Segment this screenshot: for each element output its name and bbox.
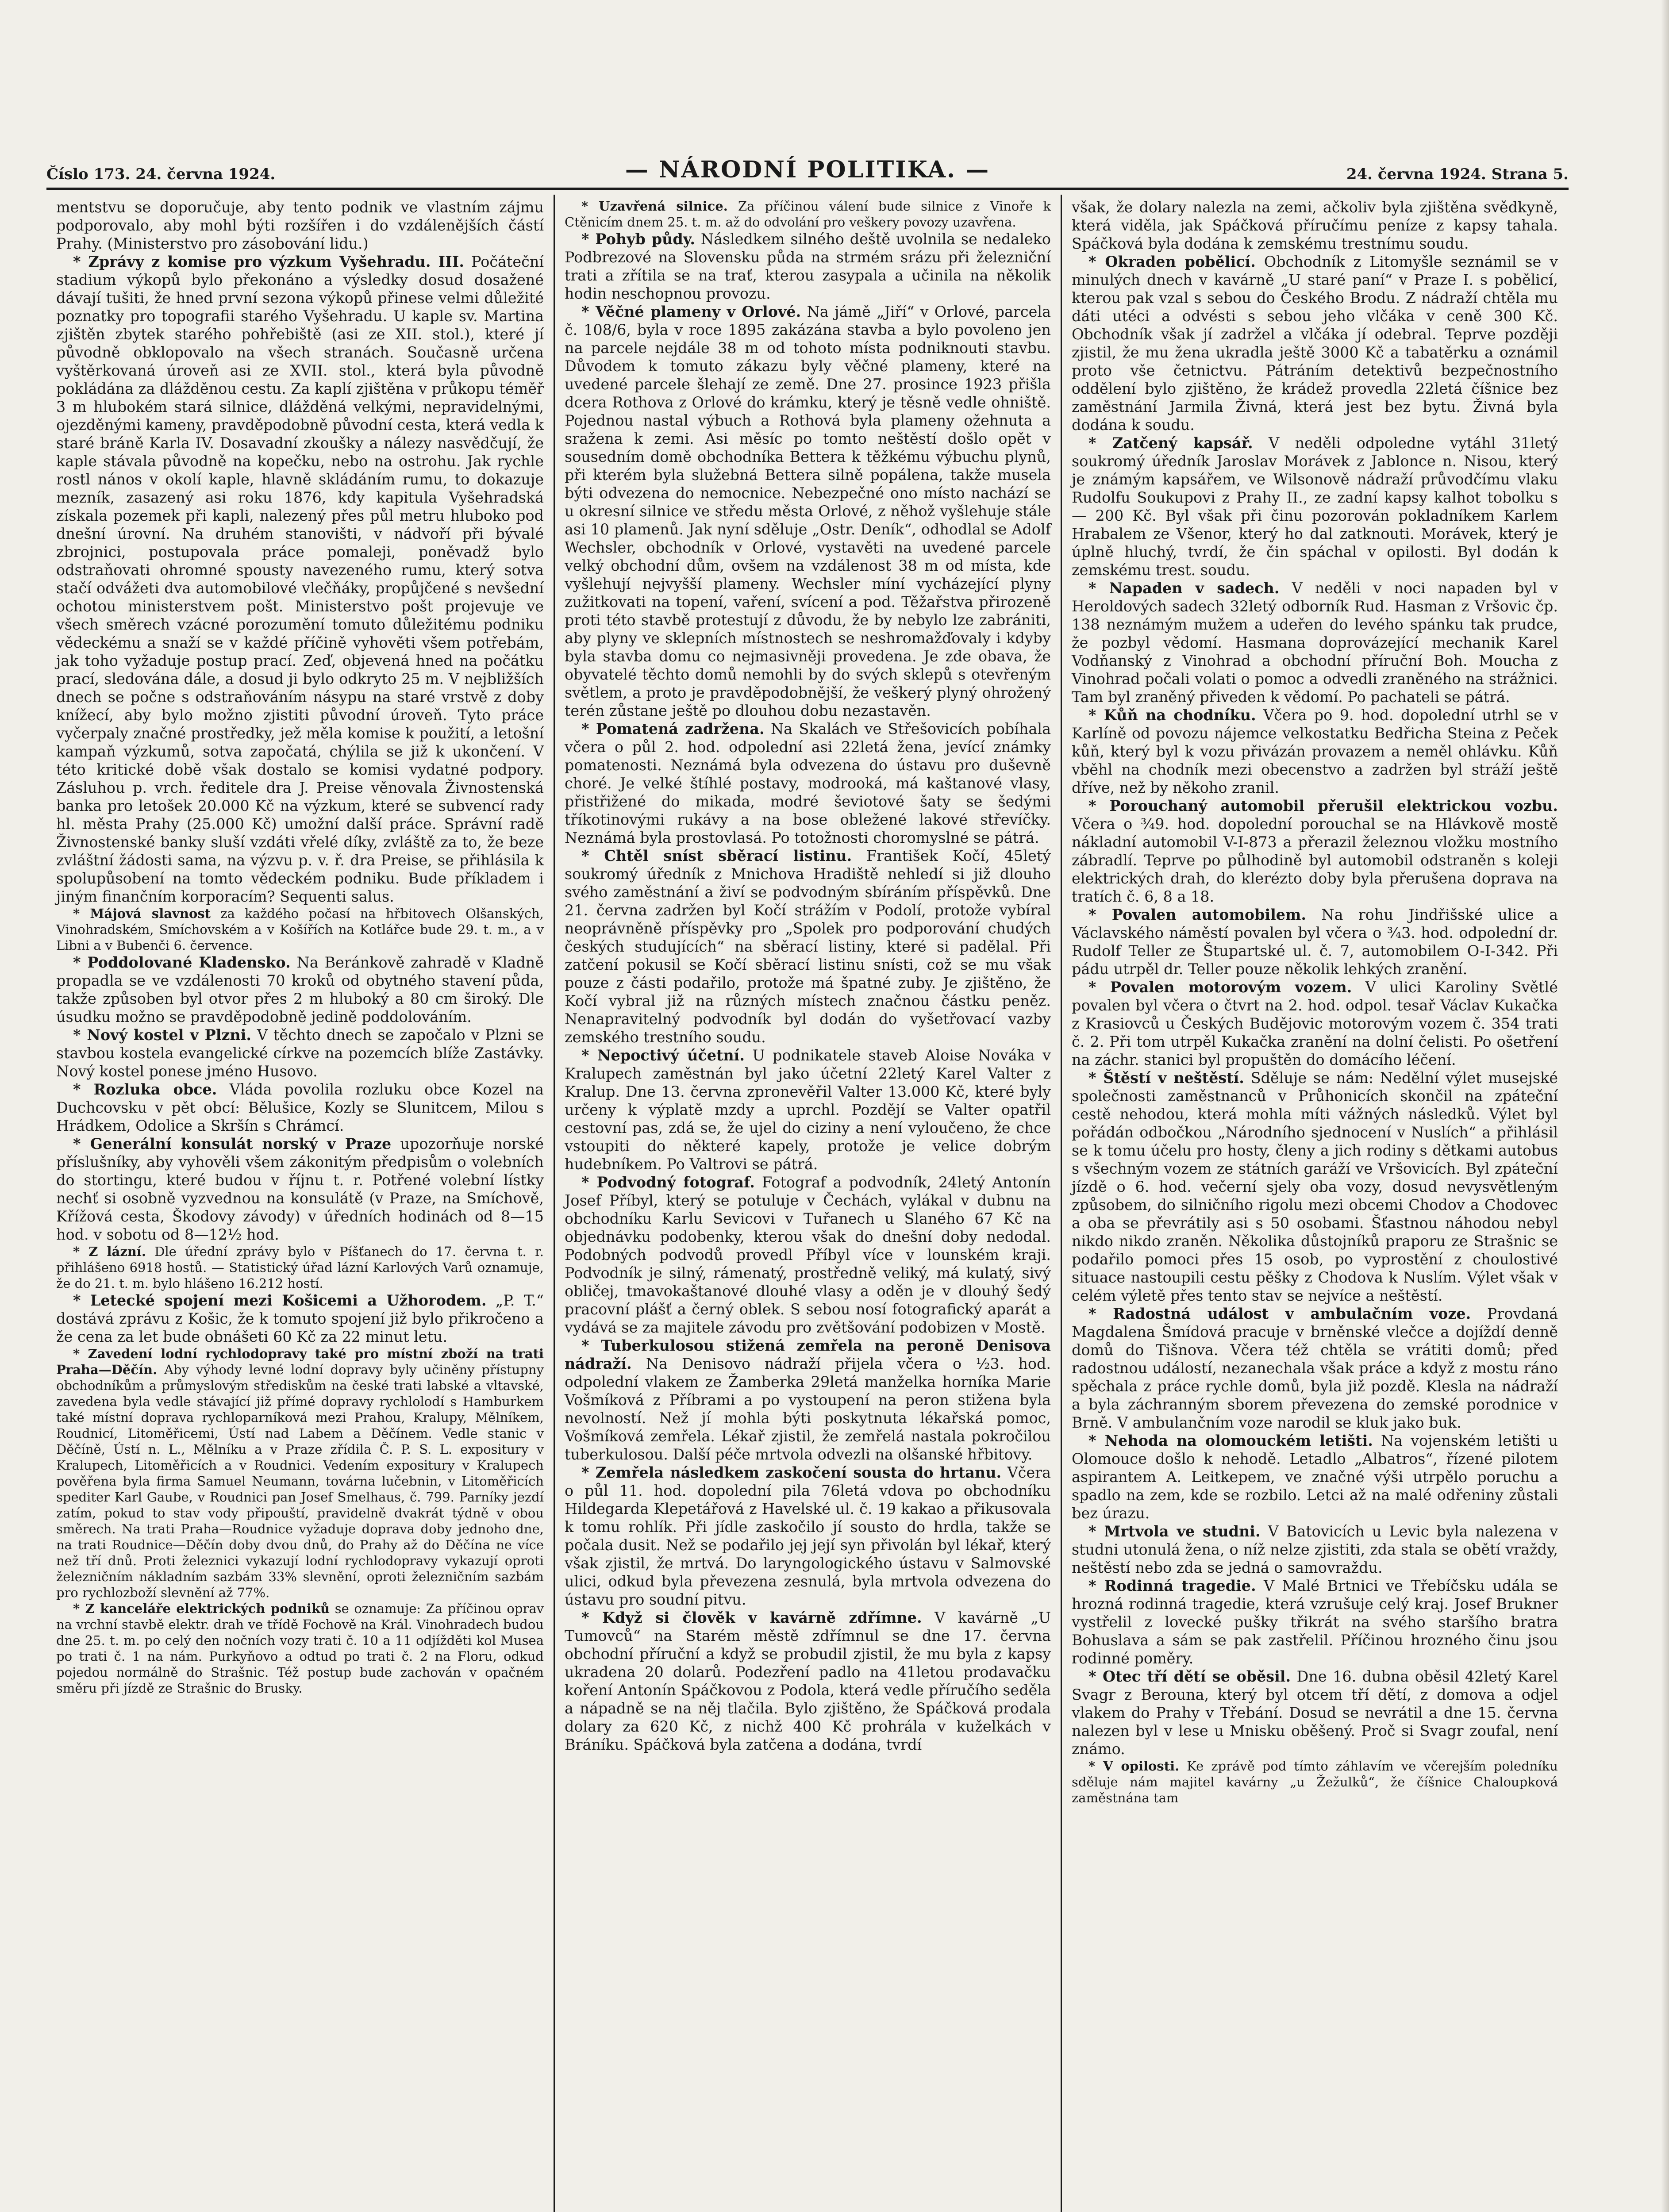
- news-item: [56, 1244, 544, 1291]
- news-item-headline: * Kůň na chodníku.: [1088, 707, 1256, 724]
- news-item-headline: * Povalen automobilem.: [1088, 906, 1307, 923]
- news-item-headline: * Rozluka obce.: [73, 1081, 217, 1098]
- news-item: [1072, 1667, 1558, 1758]
- news-item-body: upozorňuje norské příslušníky, aby vyhověli všem zákonitým předpisům o volebních do stortingu, které budou v říjnu t. r. Potřené volební lístky nechť si osobně vyzvednou na konsulátě (v Praze, na Smíchově, Křížová cesta, Škodovy závody) v úředních hodinách od 8—15 hod. v sobotu od 8—12½ hod.: [56, 1135, 544, 1243]
- news-item-body: Počáteční stadium výkopů bylo překonáno a výsledky dosud dosažené dávají tušiti, že hned první sezona výkopů přinese velmi důležité poznatky pro topografii starého Vyšehradu. U kaple sv. Martina zjištěn zbytek starého pohřebiště (asi ze XII. stol.), které jí původně obklopovalo na všech stranách. Současně určena vyštěrkovaná úroveň asi ze XVII. stol., která byla původně pokládána za dlážděnou cestu. Za kaplí zjištěna v průkopu téměř 3 m hlubokém stará silnice, dlážděná velkými, nepravidelnými, ojezděnými kameny, pravděpodobně původní cesta, která vedla k staré bráně Karla IV. Dosavadní zkoušky a nálezy nasvědčují, že kaple stávala původně na kopečku, nebo na ostrohu. Jak rychle rostl nános v okolí kaple, hlavně skládáním rumu, to dokazuje mezník, zasazený asi roku 1876, kdy kapitula Vyšehradská získala pozemek při kapli, nalezený přes půl metru hluboko pod dnešní úrovní. Na druhém stanovišti, v nádvoří při bývalé zbrojnici, postupovala práce pomaleji, poněvadž bylo odstraňovati ohromné spousty navezeného rumu, který sotva stačí odvážeti dva automobilové vlečňáky, propůjčené s nevšední ochotou ministerstvem pošt. Ministerstvo pošt projevuje ve všech směrech vzácné porozumění tomuto důležitému podniku vědeckému a snaží se v každé příčině vyhověti všem potřebám, jak toho vyžaduje postup prací. Zeď, objevená hned na počátku prací, sledována dále, a dosud ji bylo odkryto 25 m. V nejbližších dnech se počne s odstraňováním násypu na staré vrstvě z doby knížecí, aby bylo možno zjistiti původní úroveň. Tyto práce vyčerpaly značné prostředky, jež měla komise k použití, a letošní kampaň výzkumů, sotva započatá, chýlila se již k ukončení. V této kritické době však dostalo se komisi vydatné podpory. Zásluhou p. vrch. ředitele dra J. Preise věnovala Živnostenská banka pro letošek 20.000 Kč na výzkum, které se subvencí rady hl. města Prahy (25.000 Kč) umožní další práce. Správní radě Živnostenské banky sluší vzdáti vřelé díky, zvláště za to, že beze zvláštní žádosti sama, na výzvu p. v. ř. dra Preise, se přihlásila k spolupůsobení na tomto vědeckém podniku. Bude příkladem i jiným finančním korporacím? Sequenti salus.: [56, 253, 544, 905]
- news-item-headline: * Nový kostel v Plzni.: [73, 1026, 251, 1044]
- news-item-body: Včera po 9. hod. dopolední utrhl se v Karlíně od povozu nájemce velkostatku Bedřicha Steina z Peček kůň, který byl k vozu přivázán provazem a neměl ohlávku. Kůň vběhl na chodník mezi obecenstvo a zadržen byl stráží ještě dříve, než by někoho zranil.: [1072, 707, 1558, 796]
- news-item: [56, 1026, 544, 1080]
- news-item: [56, 906, 544, 953]
- news-item-body: V Malé Brtnici ve Třebíčsku udála se hrozná rodinná tragedie, která vzrušuje celý kraj. Josef Brukner vystřelil z lovecké pušky třikrát na svého staršího bratra Bohuslava a sám se pak zastřelil. Příčinou hrozného činu jsou rodinné poměry.: [1072, 1577, 1558, 1667]
- news-item: [1072, 1758, 1558, 1806]
- news-item: [1072, 198, 1558, 253]
- news-item: [565, 1609, 1051, 1754]
- news-item-headline: * Z kanceláře elektrických podniků: [73, 1601, 330, 1616]
- news-item: [1072, 1577, 1558, 1667]
- news-item-body: se oznamuje: Za příčinou oprav na vrchní stavbě elektr. drah ve třídě Fochově na Král. Vinohradech budou dne 25. t. m. po celý den nočních vozy trati č. 10 a 11 odjížděti kol Musea po trati č. 1 na nám. Purkyňovo a odtud po trati č. 2 na Floru, odkud pojedou normálně do Strašnic. Též postup bude zachován v opačném směru při jízdě ze Strašnic do Brusky.: [56, 1601, 544, 1696]
- news-item-body: Včera o ¾9. hod. dopolední porouchal se na Hlávkově mostě nákladní automobil V-I-873 a přerazil železnou vložku mostního zábradlí. Teprve po půlhodině byl automobil odstraněn s koleji elektrických drah, do klerézto doby byla přerušena doprava na tratích č. 6, 8 a 18.: [1072, 815, 1558, 905]
- news-item: [565, 230, 1051, 303]
- news-item-headline: * Porouchaný automobil přerušil elektrickou vozbu.: [1088, 797, 1558, 814]
- news-item: [1072, 579, 1558, 706]
- news-item: [1072, 434, 1558, 579]
- news-item: [1072, 978, 1558, 1069]
- news-item-headline: * Tuberkulosou stižená zemřela na peroně Denisova nádraží.: [565, 1337, 1051, 1372]
- news-item-headline: * Nepoctivý účetní.: [581, 1047, 745, 1064]
- news-item: [1072, 1305, 1558, 1432]
- news-item-headline: * Povalen motorovým vozem.: [1088, 979, 1352, 996]
- news-item-headline: * Napaden v sadech.: [1088, 580, 1280, 597]
- news-item-headline: * Zatčený kapsář.: [1088, 434, 1253, 452]
- column-2: [554, 195, 1061, 2212]
- news-item: [56, 198, 544, 253]
- news-item-headline: * Když si člověk v kavárně zdřímne.: [581, 1609, 922, 1626]
- news-item: [565, 303, 1051, 720]
- news-item-headline: * Chtěl sníst sběrací listinu.: [581, 847, 852, 864]
- news-item: [1072, 797, 1558, 906]
- news-item-body: V neděli odpoledne vytáhl 31letý soukromý úředník Jaroslav Morávek z Jablonce n. Nisou, který je známým kapsářem, ve Wilsonově nádraží průvodčímu vlaku Rudolfu Soukupovi z Prahy II., ze zadní kapsy kalhot tobolku s — 200 Kč. Byl však při činu pozorován pokladníkem Karlem Hrabalem ze Všenor, který ho dal zatknouti. Morávek, který je úplně hluchý, tvrdí, že čin spáchal v opilosti. Byl dodán k zemskému trest. soudu.: [1072, 434, 1558, 579]
- news-item-body: U podnikatele staveb Aloise Nováka v Kralupech zaměstnán byl jako účetní 22letý Karel Valter z Kralup. Dne 13. června zpronevěřil Valter 13.000 Kč, které byly určeny k výplatě mzdy a uprchl. Pozdějí se Valter opatřil cestovní pas, zdá se, že ujel do ciziny a není vyloučeno, že chce vstoupiti do některé kapely, protože je velice dobrým hudebníkem. Po Valtrovi se pátrá.: [565, 1047, 1051, 1173]
- news-item-headline: * Pomatená zadržena.: [581, 720, 765, 737]
- news-item-body: Včera o půl 11. hod. dopolední pila 76letá vdova po obchodníku Hildegarda Klepetářová z Havelské ul. č. 19 kakao a přikusovala k tomu rohlík. Při jídle zaskočilo jí sousto do hrdla, takže se počala dusit. Než se podařilo jej její syn přivolán byl lékař, který však zjistil, že mrtvá. Do laryngologického ústavu v Salmovské ulici, odkud byla převezena zesnulá, byla mrtvola odvezena do ústavu pro soudní pitvu.: [565, 1464, 1051, 1608]
- page-header: [46, 150, 1569, 190]
- news-item: [565, 720, 1051, 847]
- news-item-headline: * Z lázní.: [73, 1244, 146, 1259]
- news-item-headline: * Uzavřená silnice.: [581, 199, 728, 214]
- news-item: [1072, 1432, 1558, 1522]
- news-item-headline: * Zprávy z komise pro výzkum Vyšehradu. III.: [73, 253, 465, 270]
- news-item: [565, 1336, 1051, 1463]
- news-item-headline: * Podvodný fotograf.: [581, 1174, 755, 1191]
- news-item: [56, 1080, 544, 1135]
- news-item-body: mentstvu se doporučuje, aby tento podnik ve vlastním zájmu podporovalo, aby mohl býti rozšířen i do vzdálenějších částí Prahy. (Ministerstvo pro zásobování lidu.): [56, 199, 544, 252]
- news-item: [565, 847, 1051, 1046]
- news-item-headline: * Otec tří dětí se oběsil.: [1088, 1668, 1291, 1685]
- news-item: [56, 1601, 544, 1696]
- news-item-body: Na jámě „Jiří“ v Orlové, parcela č. 108/6, byla v roce 1895 zakázána stavba a bylo povoleno jen na parcele nejdále 38 m od tohoto místa podniknouti stavbu. Důvodem k tomuto zákazu byly věčné plameny, které na uvedené parcele šlehají ze země. Dne 27. prosince 1923 přišla dcera Rothova z Orlové do krámku, který je těsně vedle ohniště. Pojednou nastal výbuch a Rothová byla plameny ožehnuta a sražena k zemi. Asi měsíc po tomto neštěstí došlo opět v sousedním domě obchodníka Bettera k těžkému výbuchu plynů, při kterém byla služebná Bettera silně popálena, takže musela býti odvezena do nemocnice. Nebezpečné ono místo nachází se u okresní silnice ve středu města Orlové, z něhož vyšlehuje stále asi 10 plamenů. Jak nyní sděluje „Ostr. Deník“, odhodlal se Adolf Wechsler, obchodník v Orlové, vystavěti na uvedené parcele velký obchodní dům, ovšem na vzdálenost 38 m od místa, kde vyšlehují nejvyšší plameny. Wechsler míní vycházející plyny zužitkovati na topení, vaření, svícení a pod. Těžařstva přirozeně proti této stavbě protestují z důvodu, že by nebylo lze zabrániti, aby plyny ve sklepních místnostech se neshromažďovaly i kdyby byla stavba domu co nejmasivněji provedena. Je zde obava, že obyvatelé těchto domů nemohli by do svých sklepů s otevřeným světlem, a proto je pravděpodobnější, že veškerý plyný ohrožený terén zůstane ještě po dlouhou dobu nezastavěn.: [565, 303, 1051, 719]
- news-item-headline: * V opilosti.: [1088, 1759, 1180, 1774]
- news-item-headline: * Mrtvola ve studni.: [1088, 1523, 1261, 1540]
- news-item-body: V neděli v noci napaden byl v Heroldových sadech 32letý odborník Rud. Hasman z Vršovic čp. 138 neznámým mužem a udeřen do levého spánku tak prudce, že pozbyl vědomí. Hasmana doprovázející mechanik Karel Vodňanský z Vinohrad a obchodní příruční Boh. Moucha z Vinohrad počali volati o pomoc a odvedli zraněného na strážnici. Tam byl zraněný přiveden k vědomí. Po pachateli se pátrá.: [1072, 580, 1558, 706]
- news-item-headline: * Radostná událost v ambulačním voze.: [1088, 1305, 1471, 1322]
- newspaper-page: [46, 150, 1569, 2212]
- news-item: [1072, 906, 1558, 978]
- news-item-headline: * Věčné plameny v Orlové.: [581, 303, 801, 320]
- news-item-headline: * Generální konsulát norský v Praze: [73, 1135, 392, 1152]
- news-item-headline: * Nehoda na olomouckém letišti.: [1088, 1432, 1373, 1449]
- news-item-body: V těchto dnech se započalo v Plzni se stavbou kostela evangelické církve na pozemcích blíže Zastávky. Nový kostel ponese jméno Husovo.: [56, 1026, 544, 1080]
- news-item-headline: * Pohyb půdy.: [581, 230, 695, 248]
- news-item-headline: * Štěstí v neštěstí.: [1088, 1069, 1244, 1087]
- news-item-headline: * Rodinná tragedie.: [1088, 1577, 1256, 1594]
- news-item-body: Na Denisovo nádraží přijela včera o ½3. hod. odpolední vlakem ze Žamberka 29letá manželka horníka Marie Vošmíková z Příbrami a po vystoupení na peron stižena byla nevolností. Než jí mohla býti poskytnuta lékařská pomoc, Vošmíková zemřela. Lékař zjistil, že zemřelá nastala pokročilou tuberkulosou. Další péče mrtvola odvezli na olšanské hřbitovy.: [565, 1355, 1051, 1463]
- news-item-body: Aby výhody levné lodní dopravy byly učiněny přístupny obchodníkům a průmyslovým střediskům na české trati labské a vltavské, zavedena byla vedle stávající již přímé dopravy rychlolodí s Hamburkem také místní doprava rychloparníková mezi Prahou, Kralupy, Mělníkem, Roudnicí, Litoměřicemi, Ústí nad Labem a Děčínem. Vedle stanic v Děčíně, Ústí n. L., Mělníku a v Praze zřídila Č. P. S. L. expositury v Kralupech, Litoměřicích a v Roudnici. Vedením expositury v Kralupech pověřena byla firma Samuel Neumann, továrna lučebnin, v Litoměřicích spediter Karl Gaube, v Roudnici pan Josef Smelhaus, č. 799. Parníky jezdí zatím, pokud to stav vody připouští, pravidelně dvakrát týdně v obou směrech. Na trati Praha—Roudnice vyžaduje doprava doby jednoho dne, na trati Roudnice—Děčín doby dvou dnů, do Prahy až do Děčína ne více než tří dnů. Proti železnici vykazují lodní rychlodopravy vykazují oproti železničním nákladním sazbám 33% slevnění, oproti železničním sazbám pro rychlozboží slevnění až 77%.: [56, 1362, 544, 1600]
- news-item-headline: * Májová slavnost: [73, 906, 211, 921]
- news-item: [1072, 1069, 1558, 1305]
- news-item: [565, 1463, 1051, 1609]
- news-item: [1072, 706, 1558, 797]
- news-item-body: Obchodník z Litomyšle seznámil se v minulých dnech v kavárně „U staré paní“ v Praze I. s pobělicí, kterou pak vzal s sebou do Českého Brodu. Z nádraží chtěla mu dáti utéci a odvésti s sebou jeho vlčáka v ceně 300 Kč. Obchodník však jí zadržel a vlčáka jí odebral. Teprve později zjistil, že mu žena ukradla ještě 3000 Kč a tabatěrku a oznámil proto vše četnictvu. Pátráním detektivů bezpečnostního oddělení bylo zjištěno, že krádež provedla 22letá číšnice bez zaměstnání Jarmila Živná, která jest bez bytu. Živná byla dodána k soudu.: [1072, 253, 1558, 434]
- column-3: [1061, 195, 1568, 2212]
- news-item-body: V ulici Karoliny Světlé povalen byl včera o čtvrt na 2. hod. odpol. tesař Václav Kukačka z Krasiovců u Českých Budějovic motorovým vozem č. 354 trati č. 2. Při tom utrpěl Kukačka zranění na dolní čelisti. Po ošetření na záchr. stanici byl propuštěn do domácího léčení.: [1072, 979, 1558, 1068]
- news-item-headline: * Poddolované Kladensko.: [73, 954, 291, 971]
- news-item-body: však, že dolary nalezla na zemi, ačkoliv byla zjištěna svědkyně, která viděla, jak Spáčková příručímu peníze z kapsy tahala. Spáčková byla dodána k zemskému trestnímu soudu.: [1072, 199, 1558, 252]
- column-1: [46, 195, 554, 2212]
- news-item-body: Za příčinou válení bude silnice z Vinoře k Ctěnicím dnem 25. t. m. až do odvolání pro veškery povozy uzavřena.: [565, 199, 1051, 230]
- page-number-date: 24. června 1924. Strana 5.: [1346, 165, 1569, 183]
- news-item-body: Na Skalách ve Střešovicích pobíhala včera o půl 2. hod. odpolední asi 22letá žena, jevící známky pomatenosti. Neznámá byla odvezena do ústavu pro duševně choré. Je velké štíhlé postavy, modrooká, má kaštanové vlasy, přistřižené do mikada, modré ševiotové šaty se šedými tříkotinovými rukávy a na bose obležené lakové střevíčky. Neznámá byla prostovlasá. Po totožnosti choromyslné se pátrá.: [565, 720, 1051, 846]
- news-item: [56, 1291, 544, 1346]
- news-item: [565, 1173, 1051, 1336]
- news-item-body: Dle úřední zprávy bylo v Píšťanech do 17. června t. r. přihlášeno 6918 hostů. — Statistický úřad lázní Karlových Varů oznamuje, že do 21. t. m. bylo hlášeno 16.212 hostí.: [56, 1244, 544, 1291]
- news-item-body: Dne 16. dubna oběsil 42letý Karel Svagr z Berouna, který byl otcem tří dětí, z domova a odjel vlakem do Prahy v Třebání. Dosud se nevrátil a dne 15. června nalezen byl v lese u Mnisku oběšený. Proč si Svagr zoufal, není známo.: [1072, 1668, 1558, 1758]
- news-item-body: Následkem silného deště uvolnila se nedaleko Podbrezové na Slovensku půda na strmém srázu při železniční trati a zřítila se na trať, kterou zasypala a učinila na několik hodin neschopnou provozu.: [565, 230, 1051, 302]
- news-item-body: za každého počasí na hřbitovech Olšanských, Vinohradském, Smíchovském a v Košířích na Kotlářce bude 29. t. m., a v Libni a v Bubenči 6. července.: [56, 906, 544, 953]
- news-item-body: Na vojenském letišti u Olomouce došlo k nehodě. Letadlo „Albatros“, řízené pilotem aspirantem A. Leitkepem, ve značné výši utrpělo poruchu a spadlo na zem, kde se rozbilo. Letci až na malé odřeniny zůstali bez úrazu.: [1072, 1432, 1558, 1522]
- news-item: [565, 1046, 1051, 1173]
- news-item-headline: * Zavedení lodní rychlodopravy také pro místní zboží na trati Praha—Děčín.: [56, 1346, 544, 1377]
- news-item-body: Fotograf a podvodník, 24letý Antonín Josef Příbyl, který se potuluje v Čechách, vylákal v dubnu na obchodníku Karlu Sevicovi v Tuřanech u Slaného 67 Kč na objednávku podobenky, kterou však do dnešní doby nedodal. Podobných podvodů provedl Příbyl více v lounském kraji. Podvodník je silný, rámenatý, prostředně veliký, má kulatý, sivý obličej, tmavokaštanové dlouhé vlasy a oděn je v dlouhý šedý pracovní plášť a černý oblek. S sebou nosí fotografický aparát a vydává se za majitele závodu pro zvětšování podobizen v Mostě.: [565, 1174, 1051, 1336]
- news-item: [1072, 1522, 1558, 1577]
- scan-edge-shadow: [1661, 0, 1669, 2212]
- news-item: [56, 253, 544, 906]
- news-item-body: Provdaná Magdalena Šmídová pracuje v brněnské vlečce a dojíždí denně domů do Tišnova. Včera též chtěla se vrátiti domů; před radostnou událostí, nezanechala však práce a když z mostu ráno spěchala z práce rychle domů, byla již pozdě. Klesla na nádraží a byla záchranným sborem převezena do zemské porodnice v Brně. V ambulančním voze narodil se kluk jako buk.: [1072, 1305, 1558, 1431]
- issue-number-date: Číslo 173. 24. června 1924.: [46, 165, 276, 183]
- news-item: [56, 953, 544, 1026]
- article-columns: [46, 195, 1569, 2212]
- news-item: [56, 1346, 544, 1601]
- news-item: [1072, 253, 1558, 434]
- masthead-title: — NÁRODNÍ POLITIKA. —: [625, 156, 990, 183]
- news-item-body: V Batovicích u Levic byla nalezena v studni utonulá žena, o níž nelze zjistiti, zda stala se obětí vraždy, neštěstí nebo zda se jedná o samovraždu.: [1072, 1523, 1558, 1576]
- news-item-headline: * Letecké spojení mezi Košicemi a Užhorodem.: [73, 1292, 487, 1309]
- news-item-body: Vláda povolila rozluku obce Kozel na Duchcovsku v pět obcí: Bělušice, Kozly se Slunitcem, Milou s Hrádkem, Odolice a Skršín s Chrámcí.: [56, 1081, 544, 1134]
- news-item-headline: * Zemřela následkem zaskočení sousta do hrtanu.: [581, 1464, 1002, 1481]
- news-item-body: V kavárně „U Tumovců“ na Starém městě zdřímnul se dne 17. června obchodní příruční a když se probudil zjistil, že mu byla z kapsy ukradena 20 dolarů. Podezření padlo na 41letou prodavačku koření Antonín Spáčkovou z Podola, která vedle příručího seděla a nápadně se na něj tlačila. Bylo zjištěno, že Spáčková prodala dolary za 620 Kč, z nichž 400 Kč prohrála v kuželkách v Bráníku. Spáčková byla zatčena a dodána, tvrdí: [565, 1609, 1051, 1753]
- news-item-body: Ke zprávě pod tímto záhlavím ve včerejším poledníku sděluje nám majitel kavárny „u Žežulků“, že číšnice Chaloupková zaměstnána tam: [1072, 1759, 1558, 1805]
- news-item-body: Sděluje se nám: Nedělní výlet musejské společnosti zaměstnanců v Průhonicích skončil na zpáteční cestě nehodou, která mohla míti vážných následků. Výlet byl pořádán odbočkou „Národního sjednocení v Nuslích“ a přihlásil se k tomu účelu pro hosty, členy a jich rodiny s dětkami autobus s všechným vozem ze státních garáží ve Vršovicích. Byl zpáteční jízdě o 6. hod. večerní sjely oba vozy, dosud nevysvětleným způsobem, do silničního rigolu mezi obcemi Chodov a Chodovec a oba se převrátily asi s 50 osobami. Šťastnou náhodou nebyl nikdo nikdo zraněn. Několika důstojníků praporu ze Strašnic se podařilo pomoci přes 15 osob, po vyprostění z choulostivé situace nastoupili cestu pěšky z Chodova k Nuslím. Výlet však v celém výletě přes tento stav se nejvíce a neštěstí.: [1072, 1069, 1558, 1304]
- news-item: [565, 198, 1051, 230]
- news-item-body: František Kočí, 45letý soukromý úředník z Mnichova Hradiště nehledí si již dlouho svého zaměstnání a živí se podvodným sbíráním příspěvků. Dne 21. června zadržen byl Kočí strážím v Podolí, protože vybíral neoprávněně příspěvky pro „Spolek pro podporování chudých českých studujících“ na sběrací listiny, které si padělal. Při zatčení pokusil se Kočí sběrací listinu snísti, což se mu však pouze z části podařilo, protože má špatné zuby. Je zjištěno, že Kočí vybral již na různých místech značnou částku peněz. Nenapravitelný podvodník byl dodán do vyšetřovací vazby zemského trestního soudu.: [565, 847, 1051, 1046]
- news-item-body: Na rohu Jindřišské ulice a Václavského náměstí povalen byl včera o ¾3. hod. odpolední dr. Rudolf Teller ze Štupartské ul. č. 7, automobilem O-I-342. Při pádu utrpěl dr. Teller pouze několik lehkých zranění.: [1072, 906, 1558, 978]
- news-item-headline: * Okraden pobělicí.: [1088, 253, 1256, 270]
- news-item-body: „P. T.“ dostává zprávu z Košic, že k tomuto spojení již bylo přikročeno a že cena za let bude obnášeti 60 Kč za 22 minut letu.: [56, 1292, 544, 1345]
- news-item: [56, 1135, 544, 1244]
- news-item-body: Na Beránkově zahradě v Kladně propadla se ve vzdálenosti 70 kroků od obytného stavení půda, takže způsoben byl otvor přes 2 m hluboký a 80 cm široký. Dle úsudku možno se pravděpodobně jedině poddolováním.: [56, 954, 544, 1025]
